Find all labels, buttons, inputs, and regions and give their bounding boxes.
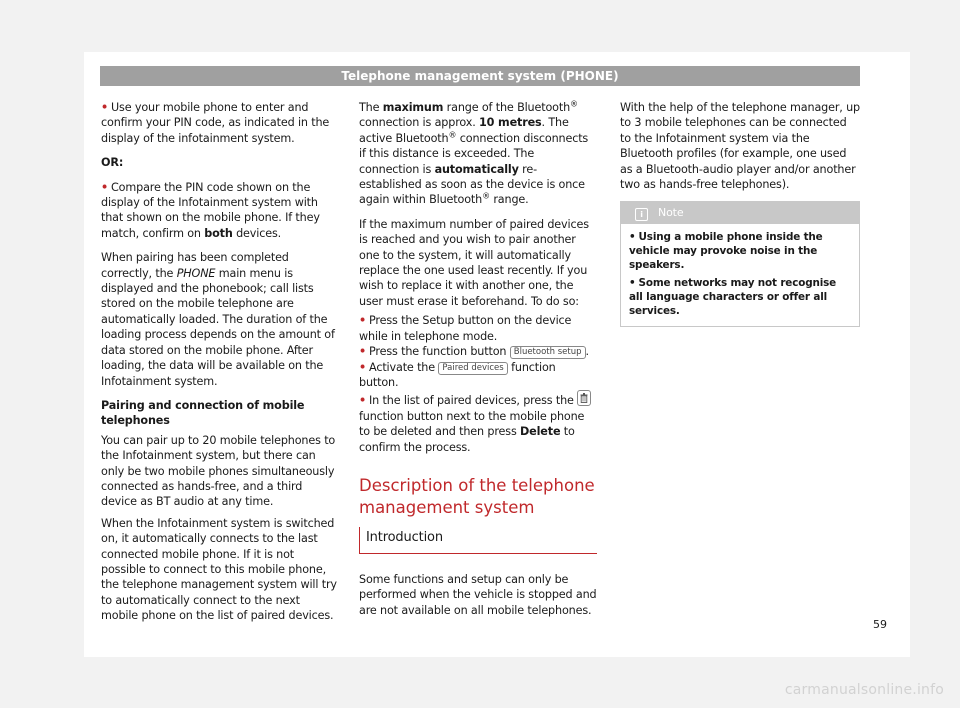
paragraph: When the Infotainment system is switched on, it automatically connects to the last connected mobile phone. If it is not possible to connect to this mobile phone, the telephone management system will try to automatically connect to the next mobile phone on the list of paired devices.: [101, 516, 337, 623]
subheading: Pairing and connection of mobile telephones: [101, 398, 305, 428]
list-item: • Activate the Paired devices function button.: [359, 360, 556, 389]
paired-devices-button: Paired devices: [438, 362, 507, 375]
intro-heading: Introduction: [359, 527, 597, 554]
list-item: • Compare the PIN code shown on the display of the Infotainment system with that shown on the mobile phone. If they match, confirm on both devices.: [101, 180, 320, 240]
list-item: • Press the Setup button on the device while in telephone mode.: [359, 314, 572, 343]
paragraph: With the help of the telephone manager, up to 3 mobile telephones can be connected to the Infotainment system via the Bluetooth profiles (for example, one used as a Bluetooth-audio player and/or another two as hands-free telephones).: [620, 101, 860, 192]
column-left: [101, 100, 339, 633]
paragraph: When pairing has been completed correctly, the PHONE main menu is displayed and the phonebook; call lists stored on the mobile telephone are automatically loaded. The duration of the loading process depends on the amount of data stored on the mobile phone. After loading, the data will be available on the Infotainment system.: [101, 251, 335, 388]
note-item: • Using a mobile phone inside the vehicle may provoke noise in the speakers.: [629, 231, 823, 272]
note-box: [620, 201, 860, 327]
paragraph: Some functions and setup can only be performed when the vehicle is stopped and are not available on all mobile telephones.: [359, 572, 597, 617]
paragraph: You can pair up to 20 mobile telephones to the Infotainment system, but there can only be two mobile phones simultaneously connected as hands-free, and a third device as BT audio at any time.: [101, 433, 336, 509]
watermark: carmanualsonline.info: [784, 682, 944, 698]
bullet-icon: •: [101, 180, 109, 194]
info-icon: i: [635, 208, 648, 221]
note-header: i Note: [621, 202, 859, 224]
list-item: • In the list of paired devices, press the function button next to the mobile phone to be deleted and then press Delete to confirm the process.: [359, 390, 597, 455]
note-item: • Some networks may not recognise all language characters or offer all services.: [629, 277, 837, 318]
column-middle: [359, 100, 597, 627]
column-right: [620, 100, 860, 327]
bluetooth-setup-button: Bluetooth setup: [510, 346, 586, 359]
paragraph: If the maximum number of paired devices is reached and you wish to pair another one to the system, it will automatically replace the one used least recently. If you wish to replace it with another one, the user must erase it beforehand. To do so:: [359, 217, 589, 308]
trash-icon: [577, 390, 591, 406]
list-item: • Use your mobile phone to enter and confirm your PIN code, as indicated in the display of the infotainment system.: [101, 101, 330, 145]
bullet-icon: •: [101, 101, 109, 114]
note-body: [621, 224, 859, 326]
list-item: • Press the function button Bluetooth setup .: [359, 345, 589, 359]
section-title: Description of the telephone management system: [359, 475, 595, 517]
or-label: OR:: [101, 156, 124, 170]
paragraph: The maximum range of the Bluetooth® connection is approx. 10 metres. The active Bluetooth® connection disconnects if this distance is exceeded. The connection is automatically re-established as soon as the device is once again within Bluetooth® range.: [359, 99, 589, 207]
section-header: Telephone management system (PHONE): [100, 66, 860, 86]
page-number: 59: [873, 618, 887, 631]
